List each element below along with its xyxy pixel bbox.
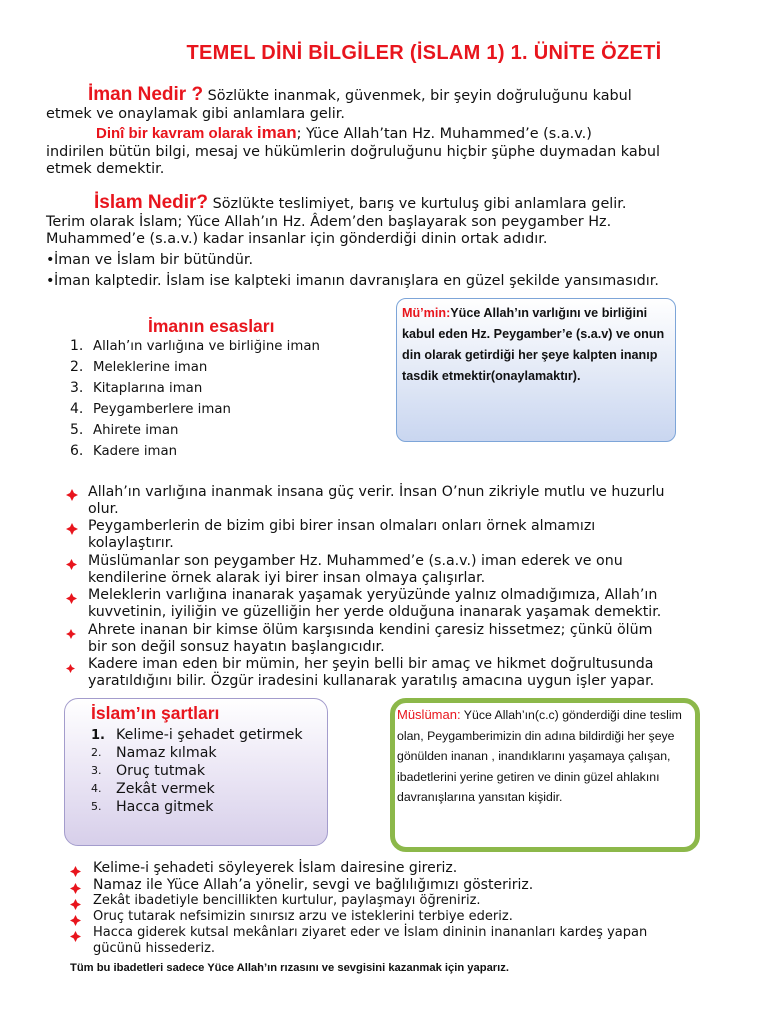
diamond-bullet-icon <box>70 862 82 874</box>
sartlar-item-number: 5. <box>91 800 102 813</box>
iman-point-line: Ahrete inanan bir kimse ölüm karşısında kendini çaresiz hissetmez; çünkü ölüm <box>88 622 653 638</box>
islam-bullet: •İman ve İslam bir bütündür. <box>46 251 254 268</box>
islam-point <box>93 925 733 957</box>
bullet-icon: • <box>46 251 55 268</box>
islam-point <box>93 909 733 925</box>
mumin-text: Yüce Allah’ın varlığını ve birliğini kabul eden Hz. Peygamber’e (s.a.v) ve onun din olarak getirdiği her şeye kalpten inanıp tasdik etmektir(onaylamaktır). <box>402 306 665 383</box>
iman-point-line: yaratıldığını bilir. Özgür iradesini kullanarak yaratılış amacına uygun işler yapar. <box>88 673 655 689</box>
islam-point-line: Zekât ibadetiyle bencillikten kurtulur, paylaşmayı öğreniriz. <box>93 893 481 908</box>
islam-point-line: Namaz ile Yüce Allah’a yönelir, sevgi ve bağlılığımızı gösteririz. <box>93 877 534 893</box>
iman-point <box>88 553 728 587</box>
iman-point <box>88 587 728 621</box>
diamond-bullet-icon <box>70 927 82 939</box>
islam-point-line: Oruç tutarak nefsimizin sınırsız arzu ve isteklerini terbiye ederiz. <box>93 909 513 924</box>
bullet-icon: • <box>46 273 55 289</box>
islam-point-line: Kelime-i şehadeti söyleyerek İslam dairesine gireriz. <box>93 860 458 876</box>
diamond-bullet-icon <box>70 895 82 907</box>
esaslar-item: Allah’ın varlığına ve birliğine iman <box>93 339 320 354</box>
esaslar-item-number: 5. <box>70 422 84 438</box>
esaslar-item: Kadere iman <box>93 444 178 459</box>
esaslar-item-number: 1. <box>70 338 84 354</box>
iman-point-line: Meleklerin varlığına inanarak yaşamak yeryüzünde yalnız olmadığımıza, Allah’ın <box>88 587 658 603</box>
islam-line3: Muhammed’e (s.a.v.) kadar insanlar için gönderdiği dinin ortak adıdır. <box>46 231 548 247</box>
iman-concept-label: Dinî bir kavram olarak <box>96 125 257 142</box>
sartlar-item-number: 3. <box>91 764 102 777</box>
islam-bullet: •İman kalptedir. İslam ise kalpteki imanın davranışlara en güzel şekilde yansımasıdır. <box>46 273 659 289</box>
sartlar-item-number: 1. <box>91 728 105 743</box>
musluman-label: Müslüman: <box>397 707 461 722</box>
islam-section <box>46 194 726 291</box>
iman-point-line: Allah’ın varlığına inanmak insana güç verir. İnsan O’nun zikriyle mutlu ve huzurlu <box>88 484 665 500</box>
iman-definition-line1: Sözlükte inanmak, güvenmek, bir şeyin doğruluğunu kabul <box>203 88 632 104</box>
iman-point <box>88 518 728 552</box>
sartlar-item: Zekât vermek <box>116 781 215 797</box>
diamond-bullet-icon <box>70 879 82 891</box>
iman-point <box>88 656 728 690</box>
iman-point <box>88 622 728 656</box>
diamond-bullet-icon <box>70 911 82 923</box>
islam-point <box>93 860 733 876</box>
esaslar-heading: İmanın esasları <box>148 316 275 336</box>
mumin-box <box>396 298 676 442</box>
islam-heading: İslam Nedir? <box>94 192 209 213</box>
iman-concept-line2: indirilen bütün bilgi, mesaj ve hükümlerin doğruluğunu hiçbir şüphe duymadan kabul <box>46 143 660 160</box>
iman-definition-line2: etmek ve onaylamak gibi anlamlara gelir. <box>46 105 345 122</box>
esaslar-item: Ahirete iman <box>93 423 179 438</box>
esaslar-item: Kitaplarına iman <box>93 381 203 396</box>
iman-point-line: olur. <box>88 501 119 517</box>
page-title: TEMEL DİNİ BİLGİLER (İSLAM 1) 1. ÜNİTE ÖZETİ <box>186 42 662 64</box>
diamond-bullet-icon <box>66 589 78 601</box>
esaslar-item-number: 2. <box>70 359 84 375</box>
musluman-box <box>390 698 700 852</box>
iman-heading: İman Nedir ? <box>88 84 204 105</box>
esaslar-item-number: 4. <box>70 401 84 417</box>
sartlar-item: Oruç tutmak <box>116 763 206 779</box>
esaslar-item: Meleklerine iman <box>93 360 208 375</box>
sartlar-item-number: 4. <box>91 782 102 795</box>
esaslar-item: Peygamberlere iman <box>93 402 231 417</box>
diamond-bullet-icon <box>66 520 78 532</box>
sartlar-item: Kelime-i şehadet getirmek <box>116 727 303 743</box>
mumin-label: Mü’min: <box>402 306 451 320</box>
esaslar-item-number: 6. <box>70 443 84 459</box>
iman-concept-line3: etmek demektir. <box>46 161 165 177</box>
diamond-bullet-icon <box>66 486 78 498</box>
islam-line2: Terim olarak İslam; Yüce Allah’ın Hz. Âdem’den başlayarak son peygamber Hz. <box>46 213 612 230</box>
sartlar-heading: İslam’ın şartları <box>91 703 220 723</box>
iman-point-line: Kadere iman eden bir mümin, her şeyin belli bir amaç ve hikmet doğrultusunda <box>88 656 654 672</box>
iman-concept-line1: ; Yüce Allah’tan Hz. Muhammed’e (s.a.v.) <box>296 126 592 142</box>
sartlar-item: Hacca gitmek <box>116 799 214 815</box>
diamond-bullet-icon <box>66 555 78 567</box>
iman-section <box>46 86 726 179</box>
iman-concept-term: iman <box>256 123 297 142</box>
iman-point <box>88 484 728 518</box>
musluman-text: Yüce Allah’ın(c.c) gönderdiği dine teslim olan, Peygamberimizin din adına bildirdiği her şeye gönülden inanan , inandıklarını yaşamaya çalışan, ibadetlerini yerine getiren ve dinin güzel ahlakını davranışlarına yansıtan kişidir. <box>397 708 682 805</box>
diamond-bullet-icon <box>66 658 78 670</box>
sartlar-box <box>64 698 328 846</box>
islam-point-line: Hacca giderek kutsal mekânları ziyaret eder ve İslam dininin inananları kardeş yapan <box>93 925 648 940</box>
islam-point <box>93 893 733 909</box>
diamond-bullet-icon <box>66 624 78 636</box>
sartlar-item: Namaz kılmak <box>116 745 217 761</box>
islam-point <box>93 877 733 893</box>
esaslar-item-number: 3. <box>70 380 84 396</box>
sartlar-item-number: 2. <box>91 746 102 759</box>
iman-point-line: Müslümanlar son peygamber Hz. Muhammed’e (s.a.v.) iman ederek ve onu <box>88 553 623 569</box>
islam-line1: Sözlükte teslimiyet, barış ve kurtuluş gibi anlamlara gelir. <box>208 196 627 212</box>
islam-point-line: gücünü hissederiz. <box>93 941 216 956</box>
iman-point-line: bir son değil sonsuz hayatın başlangıcıdır. <box>88 639 385 655</box>
iman-point-line: kolaylaştırır. <box>88 535 174 551</box>
footer-note: Tüm bu ibadetleri sadece Yüce Allah’ın rızasını ve sevgisini kazanmak için yaparız. <box>70 962 509 974</box>
iman-point-line: Peygamberlerin de bizim gibi birer insan olmaları onları örnek almamızı <box>88 518 596 534</box>
iman-point-line: kendilerine örnek alarak iyi birer insan olmaya çalışırlar. <box>88 570 486 586</box>
iman-point-line: kuvvetinin, iyiliğin ve güzelliğin her yerde olduğuna inanarak yaşamak demektir. <box>88 604 662 620</box>
